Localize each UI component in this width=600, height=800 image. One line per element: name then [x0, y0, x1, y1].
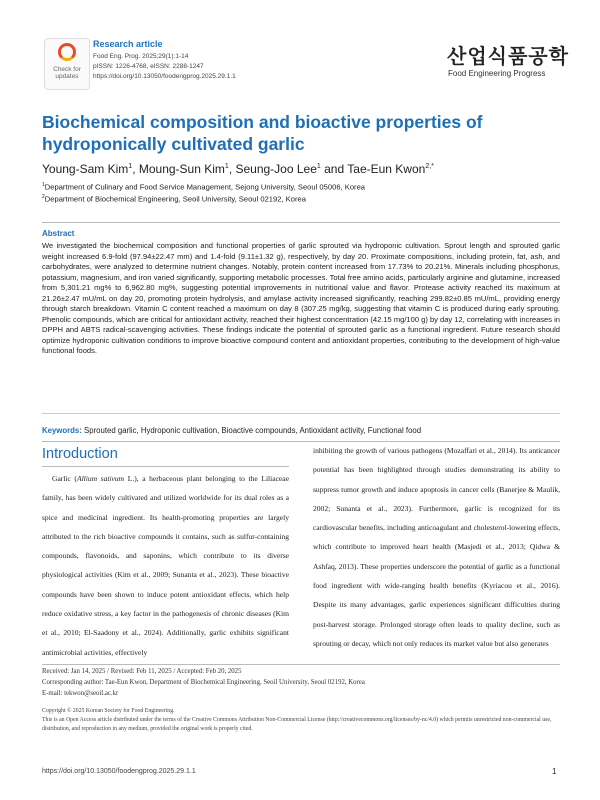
copyright: Copyright © 2025 Korean Society for Food Engineering. [42, 708, 175, 714]
intro-column-left [42, 469, 289, 662]
body-text: Garlic ( [52, 474, 77, 483]
author-sup: 2,* [425, 163, 434, 170]
footer-doi-link[interactable]: https://doi.org/10.13050/foodengprog.2025.29.1.1 [42, 768, 196, 775]
check-for-updates-badge[interactable] [44, 38, 90, 90]
email-link[interactable]: E-mail: tekwon@seoil.ac.kr [42, 690, 119, 697]
intro-column-right: inhibiting the growth of various pathogens (Mozaffari et al., 2014). Its anticancer potential has been highlighted through studies demonstrating its ability to suppress tumor growth and induce apoptosis in cancer cells (Banerjee & Maulik, 2002; Sunanta et al., 2023). Furthermore, garlic is recognized for its cardiovascular benefits, including anticoagulant and cholesterol-lowering effects, which contribute to improved heart health (Masjedi et al., 2013; Qidwa & Ashfaq, 2013). These properties underscore the potential of garlic as a functional food ingredient with wide-ranging health benefits (Kyriacou et al., 2016). Despite its many advantages, garlic experiences significant difficulties during post-harvest storage. Prolonged storage often leads to quality decline, such as sprouting or decay, which not only reduces its market value but also generates [313, 446, 560, 648]
title-line-2: hydroponically cultivated garlic [42, 134, 305, 154]
citation-line: Food Eng. Prog. 2025;29(1):1-14 [93, 53, 189, 60]
author-sup: 1 [224, 163, 229, 170]
article-title [42, 111, 562, 155]
license-text: This is an Open Access article distributed under the terms of the Creative Commons Attribution Non-Commercial License (http://creativecommons.org/licenses/by-nc/4.0) which permits unrestricted non-commercial use, distribution, and reproduction in any medium, provided the original work is properly cited. [42, 717, 552, 732]
body-text: L.), a herbaceous plant belonging to the Liliaceae family, has been widely cultivated and utilized worldwide for its dual roles as a spice and medicinal ingredient. Its health-promoting properties are largely attributed to the rich bioactive compounds it contains, such as sulfur-containing compounds, flavonoids, and saponins, which contribute to its diverse physiological activities (Kim et al., 2009; Sunanta et al., 2023). These bioactive compounds have been shown to induce potent antioxidant effects, which help reduce oxidative stress, a key factor in the pathogenesis of chronic diseases (Kim et al., 2010; El-Saadony et al., 2024). Additionally, garlic exhibits significant antimicrobial activities, effectively [42, 474, 289, 657]
author-name: and Tae-Eun Kwon [320, 162, 426, 176]
corresponding-author: Corresponding author: Tae-Eun Kwon, Department of Biochemical Engineering, Seoil University, Seoul 02192, Korea [42, 679, 365, 686]
abstract-text: We investigated the biochemical composition and functional properties of garlic sprouted via hydroponic cultivation. Sprout length and sprouted garlic weight increased 6.9-fold (97.94±22.47 mm) and 1.4-fold (9.11±1.32 g), respectively, by day 20. Proximate compositions, including protein, fat, ash, and carbohydrates, were analyzed to determine nutrient changes. Notably, protein content increased from 17.73% to 20.21%. Minerals including phosphorus, potassium, magnesium, and iron varied significantly, supporting metabolic processes. Total free amino acids, particularly arginine and glutamine, increased from 5,301.21 mg% to 6,962.80 mg%, suggesting potential improvements in nutritional value and flavor. Protease activity reached its maximum at 21.26±2.47 mU/mL on day 20, promoting protein hydrolysis, and amylase activity increased significantly, reaching 299.82±0.85 mU/mL, providing energy through starch breakdown. Vitamin C content reached a maximum on day 8 (307.25 mg/kg, suggesting that vitamin C is produced during early sprouting. Phenolic compounds, which are critical for antioxidant activity, reached their highest concentration (42.15 mg/100 g) by day 12, correlating with increases in DPPH and ABTS radical-scavenging activities. These findings indicate the potential of sprouted garlic as a functional ingredient. Future research should optimize hydroponic cultivation conditions to improve bioactive compound content and antioxidant properties, contributing to the development of high-value functional foods. [42, 241, 560, 355]
badge-label: Check for updates [53, 66, 81, 80]
affiliation [42, 182, 365, 192]
update-ring-icon [58, 43, 76, 61]
issn-line: pISSN: 1226-4768, eISSN: 2288-1247 [93, 63, 204, 70]
affiliation [42, 194, 306, 204]
journal-name: Food Engineering Progress [448, 69, 546, 78]
title-line-1: Biochemical composition and bioactive properties of [42, 112, 483, 132]
page-number: 1 [552, 767, 557, 776]
journal-logo-korean: 산업식품공학 [447, 46, 569, 68]
affiliation-text: Department of Biochemical Engineering, Seoil University, Seoul 02192, Korea [44, 194, 306, 204]
affiliation-sup: 1 [42, 182, 45, 188]
affiliation-text: Department of Culinary and Food Service Management, Sejong University, Seoul 05006, Korea [44, 182, 366, 192]
author-name: , Moung-Sun Kim [132, 162, 225, 176]
received-dates: Received: Jan 14, 2025 / Revised: Feb 11, 2025 / Accepted: Feb 20, 2025 [42, 668, 242, 675]
divider [42, 413, 560, 414]
author-name: Young-Sam Kim [42, 162, 129, 176]
affiliation-sup: 2 [42, 194, 45, 200]
keywords [42, 426, 421, 435]
author-list [42, 162, 434, 176]
doi-link[interactable]: https://doi.org/10.13050/foodengprog.2025.29.1.1 [93, 73, 236, 80]
divider [42, 222, 560, 223]
keywords-text: Sprouted garlic, Hydroponic cultivation, Bioactive compounds, Antioxidant activity, Functional food [81, 426, 422, 435]
species-name: Allium sativum [76, 474, 125, 483]
author-sup: 1 [128, 163, 133, 170]
divider [42, 466, 289, 467]
article-type: Research article [93, 39, 163, 49]
author-name: , Seung-Joo Lee [228, 162, 317, 176]
keywords-label: Keywords: [42, 426, 82, 435]
author-sup: 1 [316, 163, 321, 170]
abstract-heading: Abstract [42, 229, 75, 238]
divider [42, 664, 560, 665]
section-heading: Introduction [42, 446, 118, 462]
